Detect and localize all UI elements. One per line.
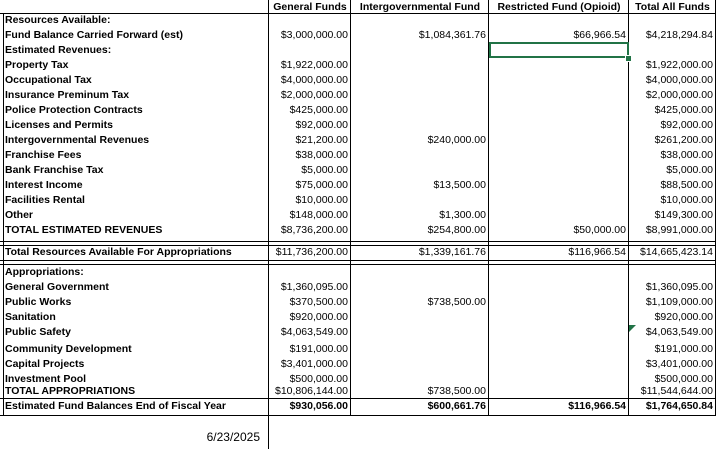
table-row — [0, 245, 716, 260]
total-cell[interactable]: $8,991,000.00 — [645, 224, 713, 236]
date-cell[interactable]: 6/23/2025 — [206, 430, 260, 444]
restricted-cell[interactable]: $116,966.54 — [568, 246, 626, 258]
intergovernmental-cell[interactable]: $1,084,361.76 — [418, 29, 486, 41]
general-funds-cell[interactable]: $191,000.00 — [289, 343, 348, 355]
restricted-cell[interactable] — [489, 58, 629, 73]
row-label[interactable]: Total Resources Available For Appropriations — [5, 246, 232, 258]
border-col1 — [268, 0, 269, 449]
total-cell[interactable]: $4,000,000.00 — [645, 74, 713, 86]
general-funds-cell[interactable]: $38,000.00 — [295, 149, 348, 161]
restricted-cell[interactable] — [489, 73, 629, 88]
table-row — [0, 193, 716, 208]
header-intergovernmental-fund[interactable]: Intergovernmental Fund — [359, 1, 481, 13]
total-cell[interactable]: $1,109,000.00 — [645, 296, 713, 308]
header-restricted-fund[interactable]: Restricted Fund (Opioid) — [497, 1, 621, 13]
general-funds-cell[interactable]: $92,000.00 — [295, 119, 348, 131]
header-total-all-funds[interactable]: Total All Funds — [635, 1, 710, 13]
restricted-cell[interactable] — [489, 265, 629, 280]
general-funds-cell[interactable]: $2,000,000.00 — [280, 89, 348, 101]
intergovernmental-cell[interactable] — [351, 310, 489, 325]
restricted-cell[interactable]: $50,000.00 — [573, 224, 626, 236]
border-col4 — [628, 0, 629, 416]
intergovernmental-cell[interactable]: $600,661.76 — [427, 400, 486, 412]
total-cell[interactable]: $38,000.00 — [660, 149, 713, 161]
restricted-cell[interactable] — [489, 103, 629, 118]
restricted-cell[interactable]: $116,966.54 — [568, 400, 626, 412]
intergovernmental-cell[interactable]: $254,800.00 — [427, 224, 486, 236]
row-label[interactable]: Intergovernmental Revenues — [5, 134, 150, 146]
total-cell[interactable]: $4,063,549.00 — [645, 326, 713, 338]
intergovernmental-cell[interactable] — [351, 193, 489, 208]
total-cell[interactable]: $4,218,294.84 — [645, 29, 713, 41]
fill-handle[interactable] — [625, 55, 632, 62]
row-label[interactable]: Occupational Tax — [5, 74, 92, 86]
restricted-cell[interactable] — [489, 384, 629, 399]
table-row — [0, 325, 716, 340]
table-row — [0, 342, 716, 357]
table-row — [0, 310, 716, 325]
table-row — [0, 148, 716, 163]
total-cell[interactable]: $1,764,650.84 — [645, 400, 713, 412]
total-cell[interactable]: $425,000.00 — [654, 104, 713, 116]
row-label[interactable]: Property Tax — [5, 59, 69, 71]
row-label[interactable]: General Government — [5, 281, 109, 293]
general-funds-cell[interactable]: $10,000.00 — [295, 194, 348, 206]
general-funds-cell[interactable] — [269, 265, 351, 280]
total-cell[interactable]: $92,000.00 — [660, 119, 713, 131]
table-row — [0, 280, 716, 295]
total-cell[interactable] — [629, 43, 716, 58]
row-label[interactable]: Facilities Rental — [5, 194, 85, 206]
intergovernmental-cell[interactable] — [351, 342, 489, 357]
restricted-cell[interactable] — [489, 178, 629, 193]
row-label[interactable]: TOTAL ESTIMATED REVENUES — [5, 224, 163, 236]
restricted-cell[interactable] — [489, 133, 629, 148]
table-row — [0, 118, 716, 133]
restricted-cell[interactable]: $66,966.54 — [573, 29, 626, 41]
intergovernmental-cell[interactable] — [351, 73, 489, 88]
table-row — [0, 223, 716, 238]
border-appropriations-top — [0, 264, 716, 265]
row-label[interactable]: Capital Projects — [5, 358, 85, 370]
total-cell[interactable]: $3,401,000.00 — [645, 358, 713, 370]
table-row — [0, 28, 716, 43]
general-funds-cell[interactable]: $75,000.00 — [295, 179, 348, 191]
border-col3 — [488, 0, 489, 416]
restricted-cell[interactable] — [489, 118, 629, 133]
intergovernmental-cell[interactable] — [351, 148, 489, 163]
table-row — [0, 178, 716, 193]
row-label[interactable]: Police Protection Contracts — [5, 104, 143, 116]
total-cell[interactable]: $88,500.00 — [660, 179, 713, 191]
border-left — [3, 13, 4, 416]
total-cell[interactable]: $1,360,095.00 — [645, 281, 713, 293]
intergovernmental-cell[interactable] — [351, 103, 489, 118]
row-label[interactable]: Sanitation — [5, 311, 56, 323]
total-cell[interactable]: $5,000.00 — [666, 164, 713, 176]
intergovernmental-cell[interactable]: $240,000.00 — [427, 134, 486, 146]
intergovernmental-cell[interactable] — [351, 118, 489, 133]
table-row — [0, 73, 716, 88]
total-cell[interactable]: $1,922,000.00 — [645, 59, 713, 71]
row-label[interactable]: Other — [5, 209, 34, 221]
intergovernmental-cell[interactable] — [351, 265, 489, 280]
total-cell[interactable]: $261,200.00 — [654, 134, 713, 146]
restricted-cell[interactable] — [489, 148, 629, 163]
restricted-cell[interactable] — [489, 13, 629, 28]
total-cell[interactable] — [629, 13, 716, 28]
row-label[interactable]: Public Works — [5, 296, 72, 308]
intergovernmental-cell[interactable] — [351, 88, 489, 103]
general-funds-cell[interactable]: $4,063,549.00 — [280, 326, 348, 338]
restricted-cell[interactable] — [489, 357, 629, 372]
table-row — [0, 265, 716, 280]
row-label[interactable]: Fund Balance Carried Forward (est) — [5, 29, 183, 41]
border-col2 — [350, 0, 351, 416]
general-funds-cell[interactable]: $21,200.00 — [295, 134, 348, 146]
border-total-resources-top — [0, 245, 716, 246]
restricted-cell[interactable] — [489, 88, 629, 103]
intergovernmental-cell[interactable]: $738,500.00 — [427, 385, 486, 397]
row-label[interactable]: Estimated Revenues: — [5, 44, 112, 56]
comment-indicator-icon — [629, 325, 636, 332]
total-cell[interactable]: $149,300.00 — [654, 209, 713, 221]
table-row — [0, 133, 716, 148]
intergovernmental-cell[interactable] — [351, 325, 489, 340]
restricted-cell[interactable] — [489, 163, 629, 178]
restricted-cell[interactable] — [489, 208, 629, 223]
row-label[interactable]: Community Development — [5, 343, 132, 355]
total-cell[interactable]: $920,000.00 — [654, 311, 713, 323]
general-funds-cell[interactable]: $930,056.00 — [289, 400, 348, 412]
intergovernmental-cell[interactable] — [351, 13, 489, 28]
total-cell[interactable]: $500,000.00 — [654, 373, 713, 385]
total-cell[interactable]: $2,000,000.00 — [645, 89, 713, 101]
intergovernmental-cell[interactable]: $13,500.00 — [433, 179, 486, 191]
intergovernmental-cell[interactable] — [351, 58, 489, 73]
total-cell[interactable]: $191,000.00 — [654, 343, 713, 355]
intergovernmental-cell[interactable] — [351, 43, 489, 58]
row-label[interactable]: Bank Franchise Tax — [5, 164, 104, 176]
intergovernmental-cell[interactable] — [351, 163, 489, 178]
general-funds-cell[interactable] — [269, 13, 351, 28]
general-funds-cell[interactable]: $370,500.00 — [289, 296, 348, 308]
general-funds-cell[interactable]: $10,806,144.00 — [275, 385, 348, 397]
row-label[interactable]: Interest Income — [5, 179, 83, 191]
table-row — [0, 357, 716, 372]
general-funds-cell[interactable]: $500,000.00 — [289, 373, 348, 385]
intergovernmental-cell[interactable] — [351, 280, 489, 295]
general-funds-cell[interactable]: $8,736,200.00 — [280, 224, 348, 236]
restricted-cell[interactable] — [489, 310, 629, 325]
border-total-revenue — [0, 241, 716, 242]
table-row — [0, 13, 716, 28]
intergovernmental-cell[interactable]: $1,300.00 — [439, 209, 486, 221]
total-cell[interactable] — [629, 265, 716, 280]
general-funds-cell[interactable]: $4,000,000.00 — [280, 74, 348, 86]
row-label[interactable]: Estimated Fund Balances End of Fiscal Year — [5, 400, 226, 412]
total-cell[interactable]: $11,544,644.00 — [640, 385, 713, 397]
general-funds-cell[interactable]: $3,000,000.00 — [280, 29, 348, 41]
header-general-funds[interactable]: General Funds — [273, 1, 347, 13]
table-row — [0, 58, 716, 73]
row-label[interactable]: Licenses and Permits — [5, 119, 113, 131]
restricted-cell[interactable] — [489, 325, 629, 340]
table-row — [0, 88, 716, 103]
table-row — [0, 103, 716, 118]
border-header-bottom — [0, 13, 716, 14]
general-funds-cell[interactable] — [269, 43, 351, 58]
selected-cell[interactable] — [489, 42, 629, 58]
row-label[interactable]: Resources Available: — [5, 14, 111, 26]
row-label[interactable]: TOTAL APPROPRIATIONS — [5, 385, 136, 397]
restricted-cell[interactable] — [489, 280, 629, 295]
row-label[interactable]: Appropriations: — [5, 266, 84, 278]
restricted-cell[interactable] — [489, 193, 629, 208]
row-label[interactable]: Insurance Preminum Tax — [5, 89, 130, 101]
general-funds-cell[interactable]: $11,736,200.00 — [275, 246, 348, 258]
general-funds-cell[interactable]: $3,401,000.00 — [280, 358, 348, 370]
total-cell[interactable]: $10,000.00 — [660, 194, 713, 206]
table-row — [0, 384, 716, 399]
row-label[interactable]: Public Safety — [5, 326, 71, 338]
row-label[interactable]: Franchise Fees — [5, 149, 82, 161]
table-row — [0, 208, 716, 223]
border-total-resources-bottom — [0, 260, 716, 261]
intergovernmental-cell[interactable]: $1,339,161.76 — [418, 246, 486, 258]
total-cell[interactable]: $14,665,423.14 — [640, 246, 713, 258]
row-label[interactable]: Investment Pool — [5, 373, 87, 385]
intergovernmental-cell[interactable] — [351, 357, 489, 372]
intergovernmental-cell[interactable]: $738,500.00 — [427, 296, 486, 308]
table-row — [0, 399, 716, 414]
table-row — [0, 295, 716, 310]
general-funds-cell[interactable]: $920,000.00 — [289, 311, 348, 323]
restricted-cell[interactable] — [489, 342, 629, 357]
general-funds-cell[interactable]: $148,000.00 — [289, 209, 348, 221]
general-funds-cell[interactable]: $425,000.00 — [289, 104, 348, 116]
general-funds-cell[interactable]: $1,360,095.00 — [280, 281, 348, 293]
general-funds-cell[interactable]: $5,000.00 — [301, 164, 348, 176]
general-funds-cell[interactable]: $1,922,000.00 — [280, 59, 348, 71]
border-total-appropriations — [0, 398, 716, 399]
border-bottom — [0, 415, 716, 416]
table-row — [0, 163, 716, 178]
restricted-cell[interactable] — [489, 295, 629, 310]
